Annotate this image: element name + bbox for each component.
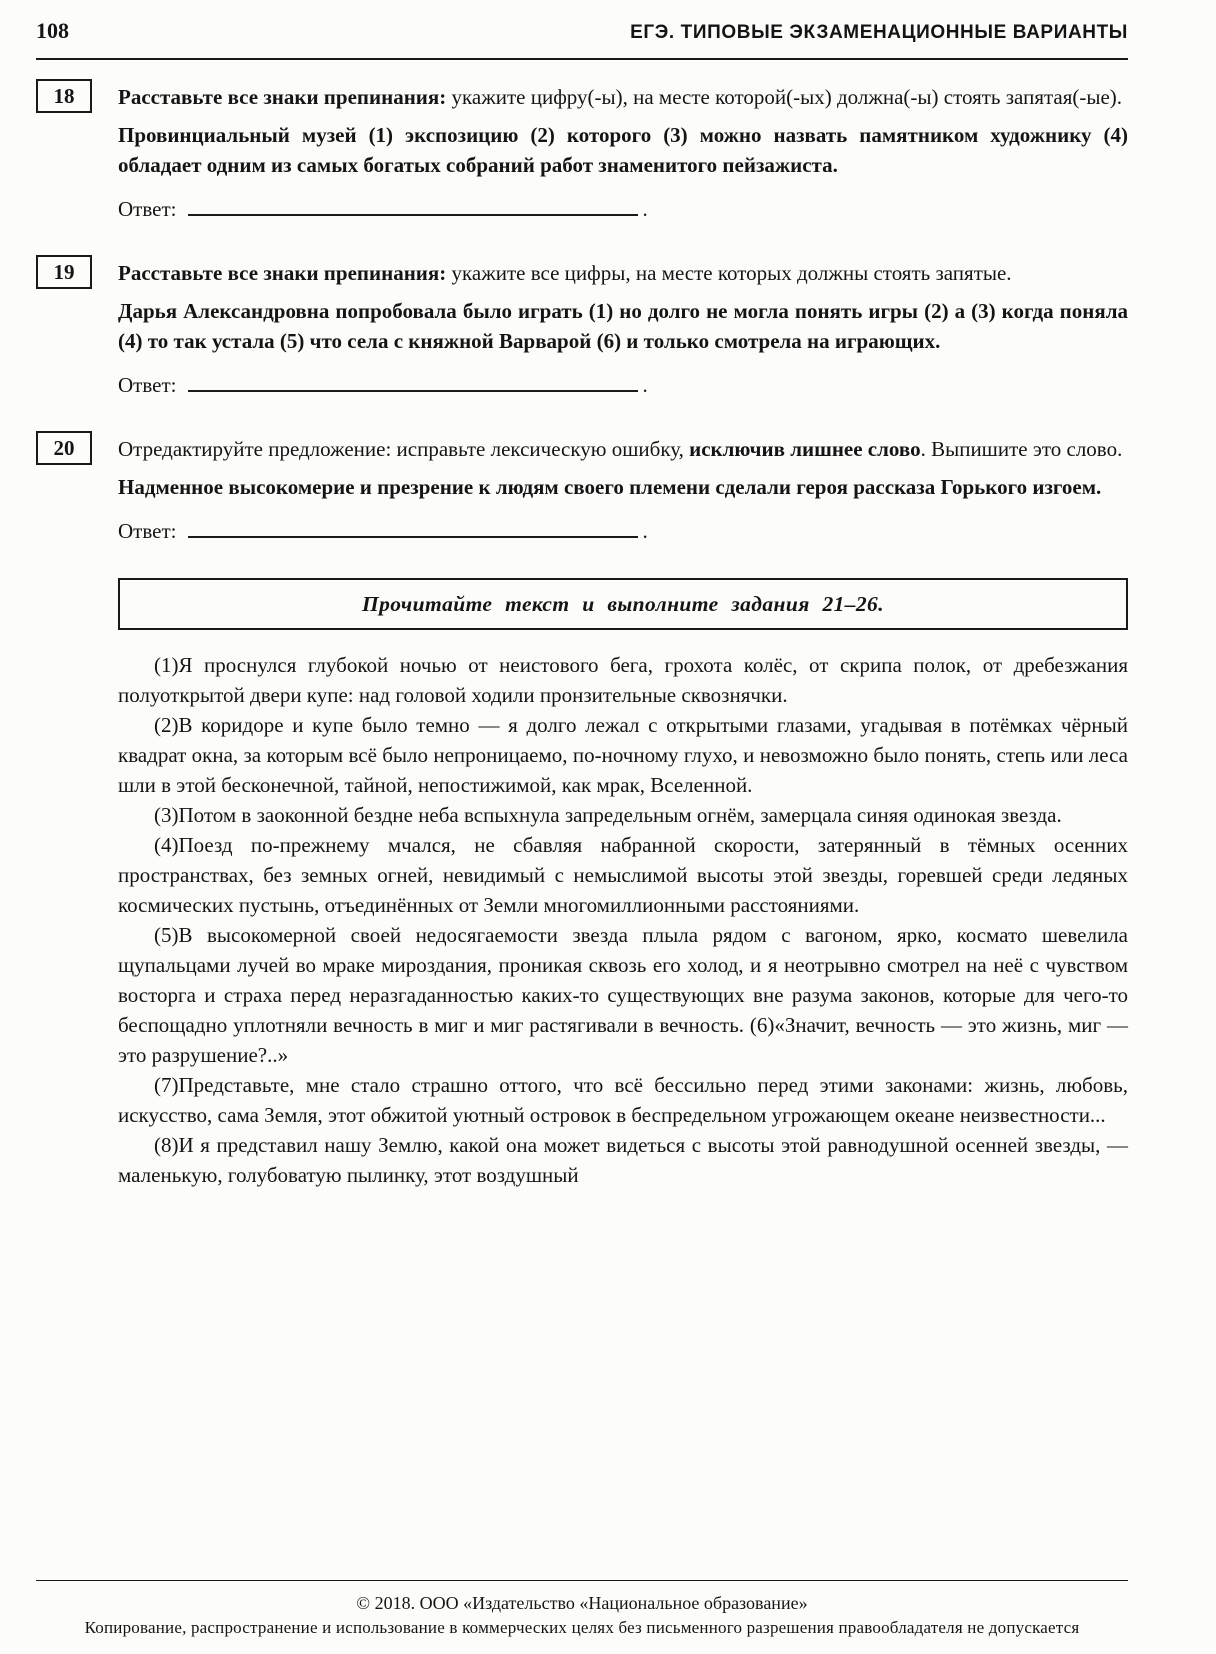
answer-blank-line (188, 372, 638, 392)
header-rule (36, 58, 1128, 60)
task-instruction-pre: Отредактируйте предложение: исправьте лексическую ошибку, (118, 437, 690, 461)
task-number-column (36, 258, 118, 412)
text-paragraph: (5)В высокомерной своей недосягаемости звезда плыла рядом с вагоном, ярко, космато шевелила щупальцами лучей во мраке мироздания, проникая сквозь его холод, и я неотрывно смотрел на неё с чувством восторга и страха перед неразгаданностью каких-то существующих вне разума законов, которые для чего-то беспощадно уплотняли вечность в миг и миг растягивали в вечность. (6)«Значит, вечность — это жизнь, миг — это разрушение?..» (118, 923, 1128, 1067)
task-body (118, 258, 1128, 412)
legal-line: Копирование, распространение и использование в коммерческих целях без письменного разрешения правообладателя не допускается (84, 1618, 1080, 1637)
task-number-box (36, 431, 92, 465)
text-paragraph: (7)Представьте, мне стало страшно оттого, что всё бессильно перед этими законами: жизнь, любовь, искусство, сама Земля, этот обжитой уютный островок в беспредельном угрожающем океане неизвестности... (118, 1073, 1128, 1127)
task-number-column (36, 82, 118, 236)
task-instruction-bold: исключив лишнее слово (689, 437, 921, 461)
task-instruction-rest: укажите все цифры, на месте которых должны стоять запятые. (446, 261, 1012, 285)
task-number: 19 (53, 260, 75, 284)
page-header (36, 16, 1128, 48)
task-instruction-bold: Расставьте все знаки препинания: (118, 85, 447, 109)
reading-section (118, 578, 1128, 1190)
header-title: ЕГЭ. ТИПОВЫЕ ЭКЗАМЕНАЦИОННЫЕ ВАРИАНТЫ (630, 22, 1128, 43)
answer-blank-line (188, 196, 638, 216)
task-instruction-rest: укажите цифру(-ы), на месте которой(-ых) должна(-ы) стоять запятая(-ые). (446, 85, 1123, 109)
answer-period: . (642, 197, 648, 221)
answer-label: Ответ: (118, 373, 177, 397)
task-sentence: Дарья Александровна попробовала было играть (1) но долго не могла понять игры (2) а (3) когда поняла (4) то так устала (5) что села с княжной Варварой (6) и только смотрела на играющих. (118, 299, 1128, 353)
task-number-box (36, 255, 92, 289)
task-instruction (118, 82, 1128, 112)
task-number: 20 (53, 436, 75, 460)
task-number-column (36, 434, 118, 558)
text-paragraph: (2)В коридоре и купе было темно — я долго лежал с открытыми глазами, угадывая в потёмках чёрный квадрат окна, за которым всё было непроницаемо, по-ночному глухо, и невозможно было понять, степь или леса шли в этой бесконечной, тайной, непостижимой, как мрак, Вселенной. (118, 713, 1128, 797)
task-sentence: Провинциальный музей (1) экспозицию (2) которого (3) можно назвать памятником художнику (4) обладает одним из самых богатых собраний работ знаменитого пейзажиста. (118, 123, 1128, 177)
task-sentence: Надменное высокомерие и презрение к людям своего племени сделали героя рассказа Горького изгоем. (118, 475, 1102, 499)
answer-label: Ответ: (118, 197, 177, 221)
reading-instruction-box (118, 578, 1128, 630)
task-instruction (118, 258, 1128, 288)
page-footer (36, 1580, 1128, 1640)
task-instruction-rest: . Выпишите это слово. (920, 437, 1123, 461)
task-instruction (118, 434, 1128, 464)
task-body (118, 434, 1128, 558)
answer-row (118, 370, 1128, 400)
task-18 (36, 82, 1128, 236)
answer-period: . (642, 373, 648, 397)
text-paragraph: (3)Потом в заоконной бездне неба вспыхнула запредельным огнём, замерцала синяя одинокая звезда. (154, 803, 1062, 827)
task-instruction-bold: Расставьте все знаки препинания: (118, 261, 447, 285)
footer-rule (36, 1580, 1128, 1581)
answer-row (118, 516, 1128, 546)
text-paragraph: (4)Поезд по-прежнему мчался, не сбавляя набранной скорости, затерянный в тёмных осенних пространствах, без земных огней, невидимый с немыслимой высоты этой звезды, горевшей среди ледяных космических пустынь, отъединённых от Земли многомиллионными расстояниями. (118, 833, 1128, 917)
answer-period: . (642, 519, 648, 543)
page-number: 108 (36, 18, 69, 43)
task-20 (36, 434, 1128, 558)
answer-row (118, 194, 1128, 224)
answer-blank-line (188, 518, 638, 538)
reading-instruction-text: Прочитайте текст и выполните задания 21–26. (362, 592, 884, 616)
text-paragraph: (1)Я проснулся глубокой ночью от неистового бега, грохота колёс, от скрипа полок, от дребезжания полуоткрытой двери купе: над головой ходили пронзительные сквознячки. (118, 653, 1128, 707)
text-paragraph: (8)И я представил нашу Землю, какой она может видеться с высоты этой равнодушной осенней звезды, — маленькую, голубоватую пылинку, этот воздушный (118, 1133, 1128, 1187)
answer-label: Ответ: (118, 519, 177, 543)
task-19 (36, 258, 1128, 412)
task-number: 18 (53, 84, 75, 108)
task-body (118, 82, 1128, 236)
copyright-line: © 2018. ООО «Издательство «Национальное образование» (356, 1593, 808, 1613)
task-number-box (36, 79, 92, 113)
